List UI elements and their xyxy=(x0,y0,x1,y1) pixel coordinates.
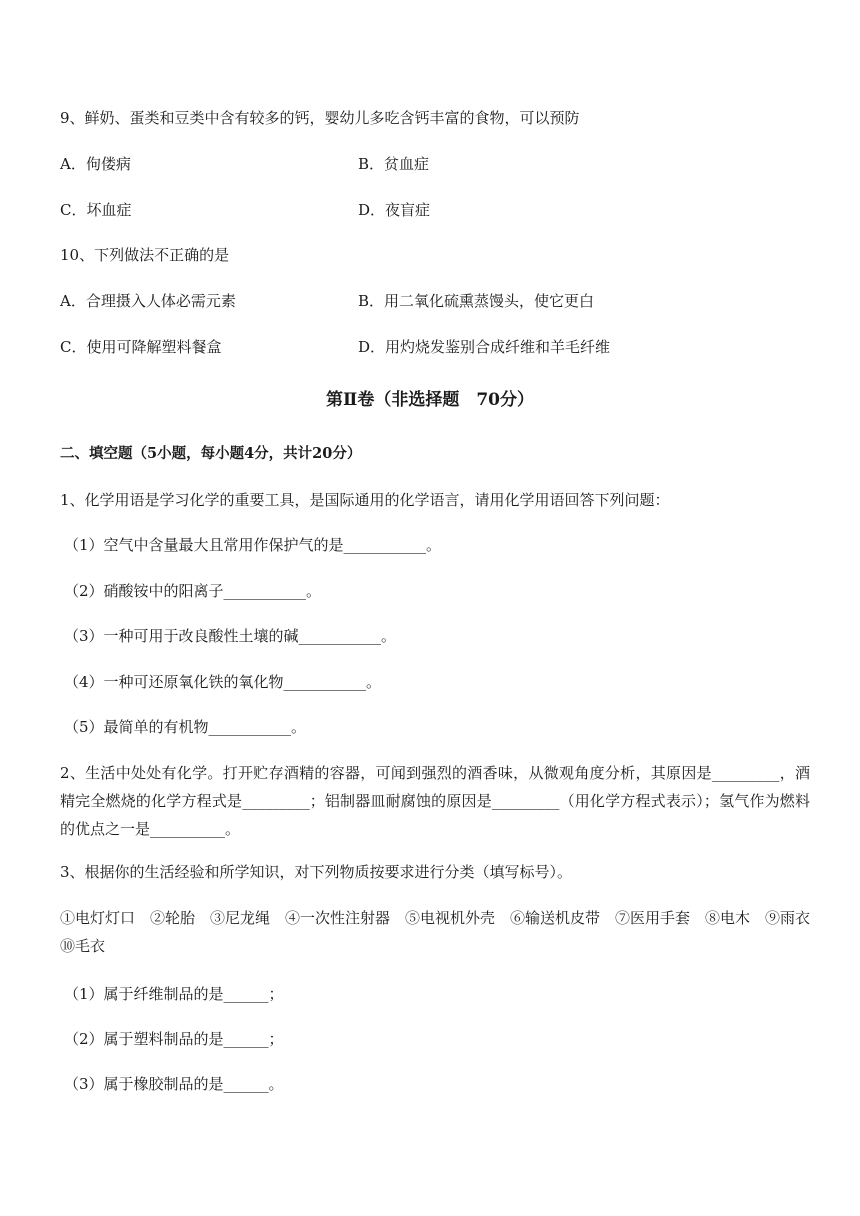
section-2-title: 第Ⅱ卷（非选择题 70分） xyxy=(326,390,534,410)
question-10-stem: 10、下列做法不正确的是 xyxy=(60,246,230,264)
fill-3-stem: 3、根据你的生活经验和所学知识，对下列物质按要求进行分类（填写标号）。 xyxy=(60,863,573,881)
fill-2-text: 2、生活中处处有化学。打开贮存酒精的容器，可闻到强烈的酒香味，从微观角度分析，其原因是_________，酒精完全燃烧的化学方程式是_________；铝制器皿耐腐蚀的原因是_________（用化学方程式表示）；氢气作为燃料的优点之一是__________。 xyxy=(60,764,810,838)
fill-1-item-4: （4）一种可还原氧化铁的氧化物___________。 xyxy=(64,673,382,691)
fill-3-material-list: ①电灯灯口 ②轮胎 ③尼龙绳 ④一次性注射器 ⑤电视机外壳 ⑥输送机皮带 ⑦医用手套 ⑧电木 ⑨雨衣 ⑩毛衣 xyxy=(60,909,826,955)
fill-3-item-2: （2）属于塑料制品的是______； xyxy=(64,1030,284,1048)
fill-3-item-3: （3）属于橡胶制品的是______。 xyxy=(64,1075,284,1093)
fill-1-item-3: （3）一种可用于改良酸性土壤的碱___________。 xyxy=(64,627,397,645)
q10-option-d: D．用灼烧发鉴别合成纤维和羊毛纤维 xyxy=(358,338,611,356)
section-2-heading: 二、填空题（5小题，每小题4分，共计20分） xyxy=(60,445,362,462)
q9-option-d: D．夜盲症 xyxy=(358,201,431,219)
fill-1-item-1: （1）空气中含量最大且常用作保护气的是___________。 xyxy=(64,536,442,554)
fill-1-item-2: （2）硝酸铵中的阳离子___________。 xyxy=(64,582,322,600)
fill-3-item-1: （1）属于纤维制品的是______； xyxy=(64,985,284,1003)
fill-1-stem: 1、化学用语是学习化学的重要工具，是国际通用的化学语言，请用化学用语回答下列问题： xyxy=(60,491,670,509)
fill-1-item-5: （5）最简单的有机物___________。 xyxy=(64,718,307,736)
q9-option-b: B．贫血症 xyxy=(358,155,430,173)
q10-option-a: A．合理摄入人体必需元素 xyxy=(60,292,236,310)
q9-option-a: A．佝偻病 xyxy=(60,155,131,173)
question-9-stem: 9、鲜奶、蛋类和豆类中含有较多的钙，婴幼儿多吃含钙丰富的食物，可以预防 xyxy=(60,109,580,127)
q10-option-c: C．使用可降解塑料餐盒 xyxy=(60,338,222,356)
q10-option-b: B．用二氧化硫熏蒸馒头，使它更白 xyxy=(358,292,595,310)
q9-option-c: C．坏血症 xyxy=(60,201,132,219)
